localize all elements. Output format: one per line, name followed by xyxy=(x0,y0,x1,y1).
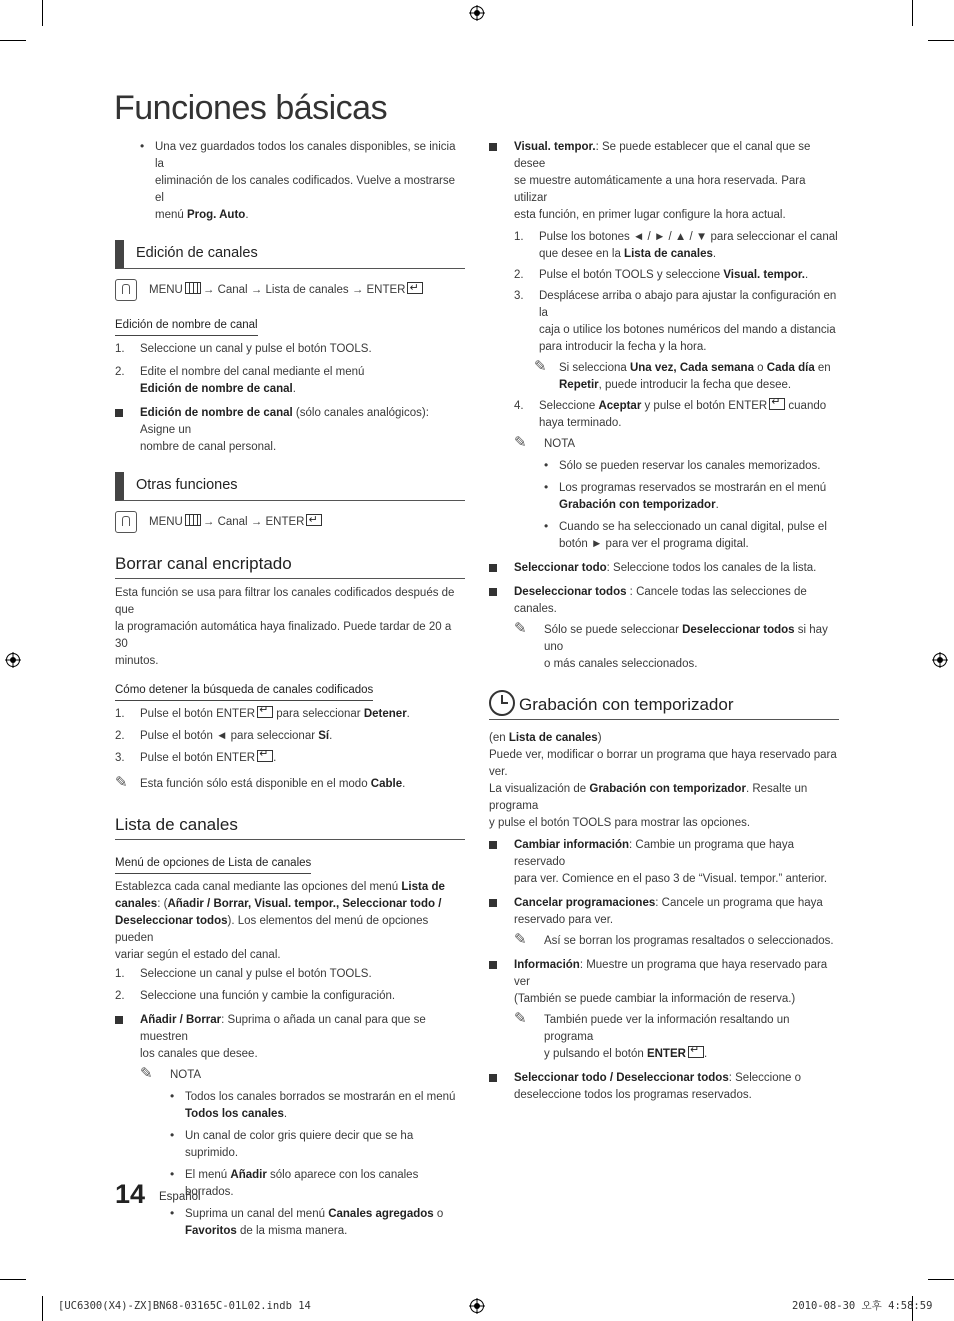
enter-icon xyxy=(688,1046,704,1058)
square-item: Información: Muestre un programa que haya reservado para ver (También se puede cambiar la información de reserva.) xyxy=(489,957,839,1008)
registration-mark-icon xyxy=(469,1298,485,1314)
pencil-note-icon: ✎ xyxy=(514,1010,527,1027)
step-item: 1. Pulse los botones ◄ / ► / ▲ / ▼ para seleccionar el canal que desee en la Lista de canales. xyxy=(514,231,838,260)
note-list xyxy=(544,458,839,553)
footer-file-info: [UC6300(X4)-ZX]BN68-03165C-01L02.indb 14 xyxy=(58,1300,311,1312)
note-bullet: • Los programas reservados se mostrarán en el menú Grabación con temporizador. xyxy=(544,480,827,511)
square-item: Edición de nombre de canal (sólo canales analógicos): Asigne un nombre de canal personal. xyxy=(115,405,465,456)
paragraph: Establezca cada canal mediante las opciones del menú Lista de canales: (Añadir / Borrar, Visual. tempor., Seleccionar todo / Deseleccionar todos). Los elementos del menú de opciones pueden variar según el estado del canal. xyxy=(115,881,445,961)
note-item: ✎ También puede ver la información resaltando un programa y pulsando el botón ENTER↵ . xyxy=(514,1012,839,1063)
paragraph: (en Lista de canales) Puede ver, modificar o borrar un programa que haya reservado para ver. La visualización de Grabación con temporizador. Resalte un programa y pulse el botón TOOLS para mostrar las opciones. xyxy=(489,732,837,829)
crop-mark xyxy=(928,40,954,41)
page-number: 14 xyxy=(115,1179,146,1209)
bullet-dot: • xyxy=(140,139,145,153)
square-bullet-icon xyxy=(489,841,497,849)
square-bullet-icon xyxy=(489,564,497,572)
intro-bullet xyxy=(140,139,465,224)
square-bullet-icon xyxy=(489,899,497,907)
menu-path: MENU → Canal → Lista de canales → ENTER↵ xyxy=(115,280,465,304)
clock-timer-icon xyxy=(489,690,515,716)
step-item: 1. Pulse el botón ENTER↵ para seleccionar Detener. xyxy=(115,706,465,723)
hand-menu-icon xyxy=(115,511,137,533)
enter-icon xyxy=(257,750,273,762)
note-bullet: • El menú Añadir sólo aparece con los canales borrados. xyxy=(170,1167,419,1198)
paragraph: Esta función se usa para filtrar los canales codificados después de que la programación automática haya finalizado. Puede tardar de 20 a 30 minutos. xyxy=(115,587,455,667)
language-label: Español xyxy=(159,1191,201,1203)
step-item: 2. Edite el nombre del canal mediante el menú Edición de nombre de canal. xyxy=(115,366,365,395)
note-item: ✎ Esta función sólo está disponible en el modo Cable. xyxy=(115,774,406,791)
pencil-note-icon: ✎ xyxy=(514,434,527,451)
procedure-title: Cómo detener la búsqueda de canales codificados xyxy=(115,682,465,701)
bullet-dot: • xyxy=(170,1167,175,1181)
procedure-title: Edición de nombre de canal xyxy=(115,317,465,336)
pencil-note-icon: ✎ xyxy=(140,1065,153,1082)
enter-icon xyxy=(306,514,322,526)
square-bullet-icon xyxy=(489,1074,497,1082)
note-bullet: • Cuando se ha seleccionado un canal digital, pulse el botón ► para ver el programa digital. xyxy=(544,519,827,550)
crop-mark xyxy=(42,1296,43,1321)
menu-grid-icon xyxy=(185,514,201,526)
section-heading-lista: Lista de canales xyxy=(115,814,465,840)
menu-path: MENU → Canal → ENTER↵ xyxy=(115,512,465,536)
subheading-otras: Otras funciones xyxy=(115,472,465,501)
square-bullet-icon xyxy=(115,1016,123,1024)
bullet-dot: • xyxy=(170,1089,175,1103)
step-item: 2. Seleccione una función y cambie la configuración. xyxy=(115,990,396,1002)
page-title: Funciones básicas xyxy=(114,89,388,127)
bullet-dot: • xyxy=(544,519,549,533)
enter-icon xyxy=(769,398,785,410)
text-line: Una vez guardados todos los canales disponibles, se inicia la xyxy=(155,141,456,170)
step-list xyxy=(514,229,839,553)
hand-menu-icon xyxy=(115,279,137,301)
step-item: 1. Seleccione un canal y pulse el botón TOOLS. xyxy=(115,343,372,355)
note-header: ✎ NOTA xyxy=(514,434,576,451)
note-bullet: • Sólo se pueden reservar los canales memorizados. xyxy=(544,458,821,472)
pencil-note-icon: ✎ xyxy=(115,774,128,791)
step-item: 3. Desplácese arriba o abajo para ajustar la configuración en la caja o utilice los botones numéricos del mando a distancia para introducir la fecha y la hora. xyxy=(514,290,837,353)
enter-icon xyxy=(257,706,273,718)
enter-icon xyxy=(407,282,423,294)
text-line: menú Prog. Auto. xyxy=(155,209,249,221)
pencil-note-icon: ✎ xyxy=(514,931,527,948)
square-item: Seleccionar todo: Seleccione todos los canales de la lista. xyxy=(489,560,839,577)
square-item: Añadir / Borrar: Suprima o añada un canal para que se muestren los canales que desee. xyxy=(115,1012,465,1063)
step-item: 4. Seleccione Aceptar y pulse el botón ENTER↵ cuando haya terminado. xyxy=(514,398,839,432)
text-line: eliminación de los canales codificados. Vuelve a mostrarse el xyxy=(155,175,456,204)
crop-mark xyxy=(0,1279,26,1280)
subheading-edicion: Edición de canales xyxy=(115,240,465,269)
section-heading-grabacion: Grabación con temporizador xyxy=(489,694,839,720)
left-column xyxy=(115,139,465,1240)
procedure-title: Menú de opciones de Lista de canales xyxy=(115,855,465,874)
note-header: ✎ NOTA xyxy=(140,1065,202,1082)
step-item: 2. Pulse el botón ◄ para seleccionar Sí. xyxy=(115,730,333,742)
bullet-dot: • xyxy=(544,480,549,494)
square-item: Cambiar información: Cambie un programa que haya reservado para ver. Comience en el paso 3 de “Visual. tempor.” anterior. xyxy=(489,837,839,888)
registration-mark-icon xyxy=(932,652,948,668)
step-item: 1. Seleccione un canal y pulse el botón TOOLS. xyxy=(115,968,372,980)
bullet-dot: • xyxy=(170,1128,175,1142)
note-item: ✎ Si selecciona Una vez, Cada semana o Cada día en Repetir, puede introducir la fecha que desee. xyxy=(534,358,831,391)
pencil-note-icon: ✎ xyxy=(514,620,527,637)
note-bullet: • Suprima un canal del menú Canales agregados o Favoritos de la misma manera. xyxy=(170,1206,444,1237)
crop-mark xyxy=(0,40,26,41)
right-column xyxy=(489,139,839,1104)
section-heading-borrar: Borrar canal encriptado xyxy=(115,553,465,579)
square-bullet-icon xyxy=(489,143,497,151)
crop-mark xyxy=(912,0,913,26)
note-item: ✎ Así se borran los programas resaltados o seleccionados. xyxy=(514,931,834,948)
square-item: Visual. tempor.: Se puede establecer que el canal que se desee se muestre automáticamente a una hora reservada. Para utilizar esta función, en primer lugar configure la hora actual. xyxy=(489,139,839,224)
square-bullet-icon xyxy=(489,588,497,596)
crop-mark xyxy=(42,0,43,26)
square-bullet-icon xyxy=(489,961,497,969)
menu-grid-icon xyxy=(185,282,201,294)
square-item: Deseleccionar todos : Cancele todas las selecciones de canales. xyxy=(489,584,839,618)
pencil-note-icon: ✎ xyxy=(534,358,547,375)
crop-mark xyxy=(928,1279,954,1280)
square-bullet-icon xyxy=(115,409,123,417)
note-bullet: • Un canal de color gris quiere decir que se ha suprimido. xyxy=(170,1128,414,1159)
note-list xyxy=(170,1089,465,1240)
step-item: 3. Pulse el botón ENTER↵ . xyxy=(115,750,465,767)
bullet-dot: • xyxy=(170,1206,175,1220)
footer-timestamp: 2010-08-30 오후 4:58:59 xyxy=(792,1300,933,1312)
bullet-dot: • xyxy=(544,458,549,472)
registration-mark-icon xyxy=(469,5,485,21)
square-item: Cancelar programaciones: Cancele un programa que haya reservado para ver. xyxy=(489,895,839,929)
note-item: ✎ Sólo se puede seleccionar Deseleccionar todos si hay uno o más canales seleccionados. xyxy=(514,620,828,670)
step-item: 2. Pulse el botón TOOLS y seleccione Visual. tempor.. xyxy=(514,269,809,281)
note-bullet: • Todos los canales borrados se mostrarán en el menú Todos los canales. xyxy=(170,1089,456,1120)
registration-mark-icon xyxy=(5,652,21,668)
square-item: Seleccionar todo / Deseleccionar todos: Seleccione o deseleccione todos los programas reservados. xyxy=(489,1070,839,1104)
